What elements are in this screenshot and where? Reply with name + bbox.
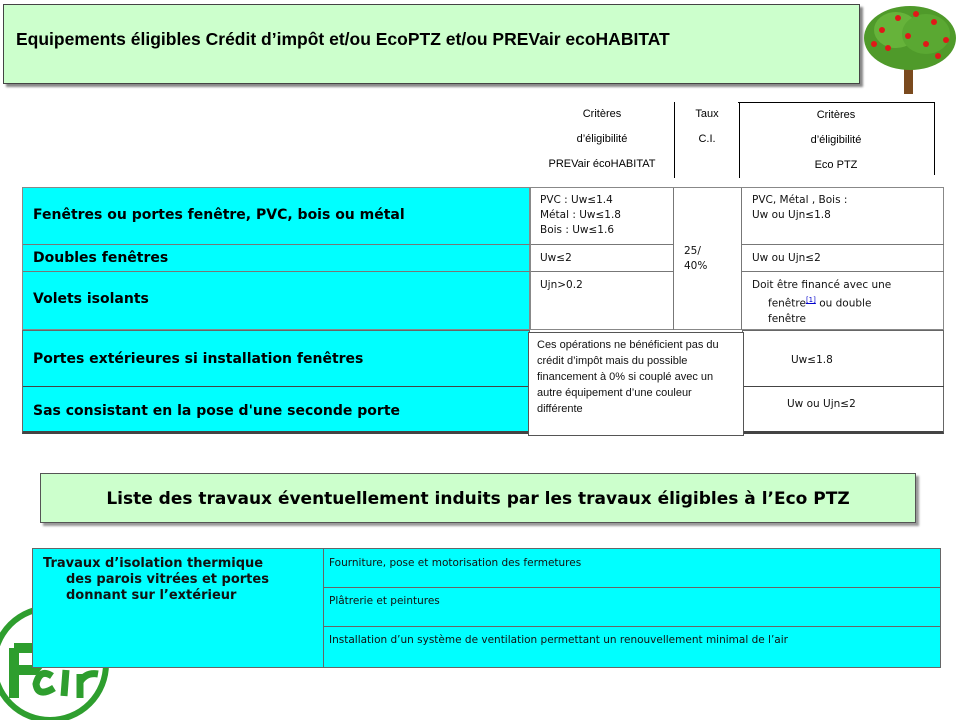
page-title: Equipements éligibles Crédit d’impôt et/ou EcoPTZ et/ou PREVair ecoHABITAT bbox=[16, 29, 670, 49]
list-item: Plâtrerie et peintures bbox=[324, 587, 941, 627]
induced-works-list bbox=[323, 548, 941, 668]
note-callout: Ces opérations ne bénéficient pas du crédit d’impôt mais du possible financement à 0% si couplé avec un autre équipement d’une couleur différente bbox=[528, 332, 744, 436]
doors-ecoptz-criteria: Uw≤1.8 bbox=[791, 354, 833, 366]
eligible-rows-labels bbox=[22, 187, 530, 330]
header-prevair: Critères d’éligibilité PREVair écoHABITAT bbox=[548, 108, 656, 170]
title-banner bbox=[3, 4, 860, 84]
eligible-rows-criteria bbox=[530, 187, 944, 330]
eco-ptz-only-criteria bbox=[742, 330, 944, 434]
list-item: Fourniture, pose et motorisation des fermetures bbox=[324, 549, 941, 588]
category-line-1: Travaux d’isolation thermique bbox=[43, 556, 264, 571]
row-label-airlock: Sas consistant en la pose d'une seconde porte bbox=[33, 403, 401, 419]
footnote-link[interactable]: [1] bbox=[805, 296, 816, 304]
header-taux: Taux C.I. bbox=[674, 102, 740, 178]
windows-ecoptz-criteria: PVC, Métal , Bois : Uw ou Ujn≤1.8 bbox=[752, 194, 848, 221]
list-item: Installation d’un système de ventilation permettant un renouvellement minimal de l’air bbox=[329, 634, 788, 646]
double-ecoptz-criteria: Uw ou Ujn≤2 bbox=[752, 252, 821, 264]
category-line-3: donnant sur l’extérieur bbox=[66, 588, 237, 603]
tax-credit-rate: 25/ 40% bbox=[684, 245, 708, 272]
category-line-2: des parois vitrées et portes bbox=[66, 572, 269, 587]
criteria-header bbox=[530, 102, 934, 174]
row-label-shutters: Volets isolants bbox=[33, 291, 149, 307]
shutters-ecoptz-criteria: Doit être financé avec une fenêtre[1] ou double fenêtre bbox=[752, 279, 892, 325]
header-ecoptz: Critères d’éligibilité Eco PTZ bbox=[738, 102, 935, 175]
double-prevair-criteria: Uw≤2 bbox=[540, 252, 572, 264]
induced-works-title: Liste des travaux éventuellement induits par les travaux éligibles à l’Eco PTZ bbox=[40, 473, 916, 523]
induced-works-category bbox=[32, 548, 324, 668]
row-label-doors: Portes extérieures si installation fenêtres bbox=[33, 351, 364, 367]
windows-prevair-criteria: PVC : Uw≤1.4 Métal : Uw≤1.8 Bois : Uw≤1.6 bbox=[540, 194, 621, 236]
row-label-windows: Fenêtres ou portes fenêtre, PVC, bois ou métal bbox=[33, 207, 405, 223]
row-label-double-windows: Doubles fenêtres bbox=[33, 250, 169, 266]
airlock-ecoptz-criteria: Uw ou Ujn≤2 bbox=[787, 398, 856, 410]
shutters-prevair-criteria: Ujn>0.2 bbox=[540, 279, 583, 291]
apple-tree-icon bbox=[858, 0, 960, 100]
eco-ptz-only-rows bbox=[22, 330, 530, 434]
